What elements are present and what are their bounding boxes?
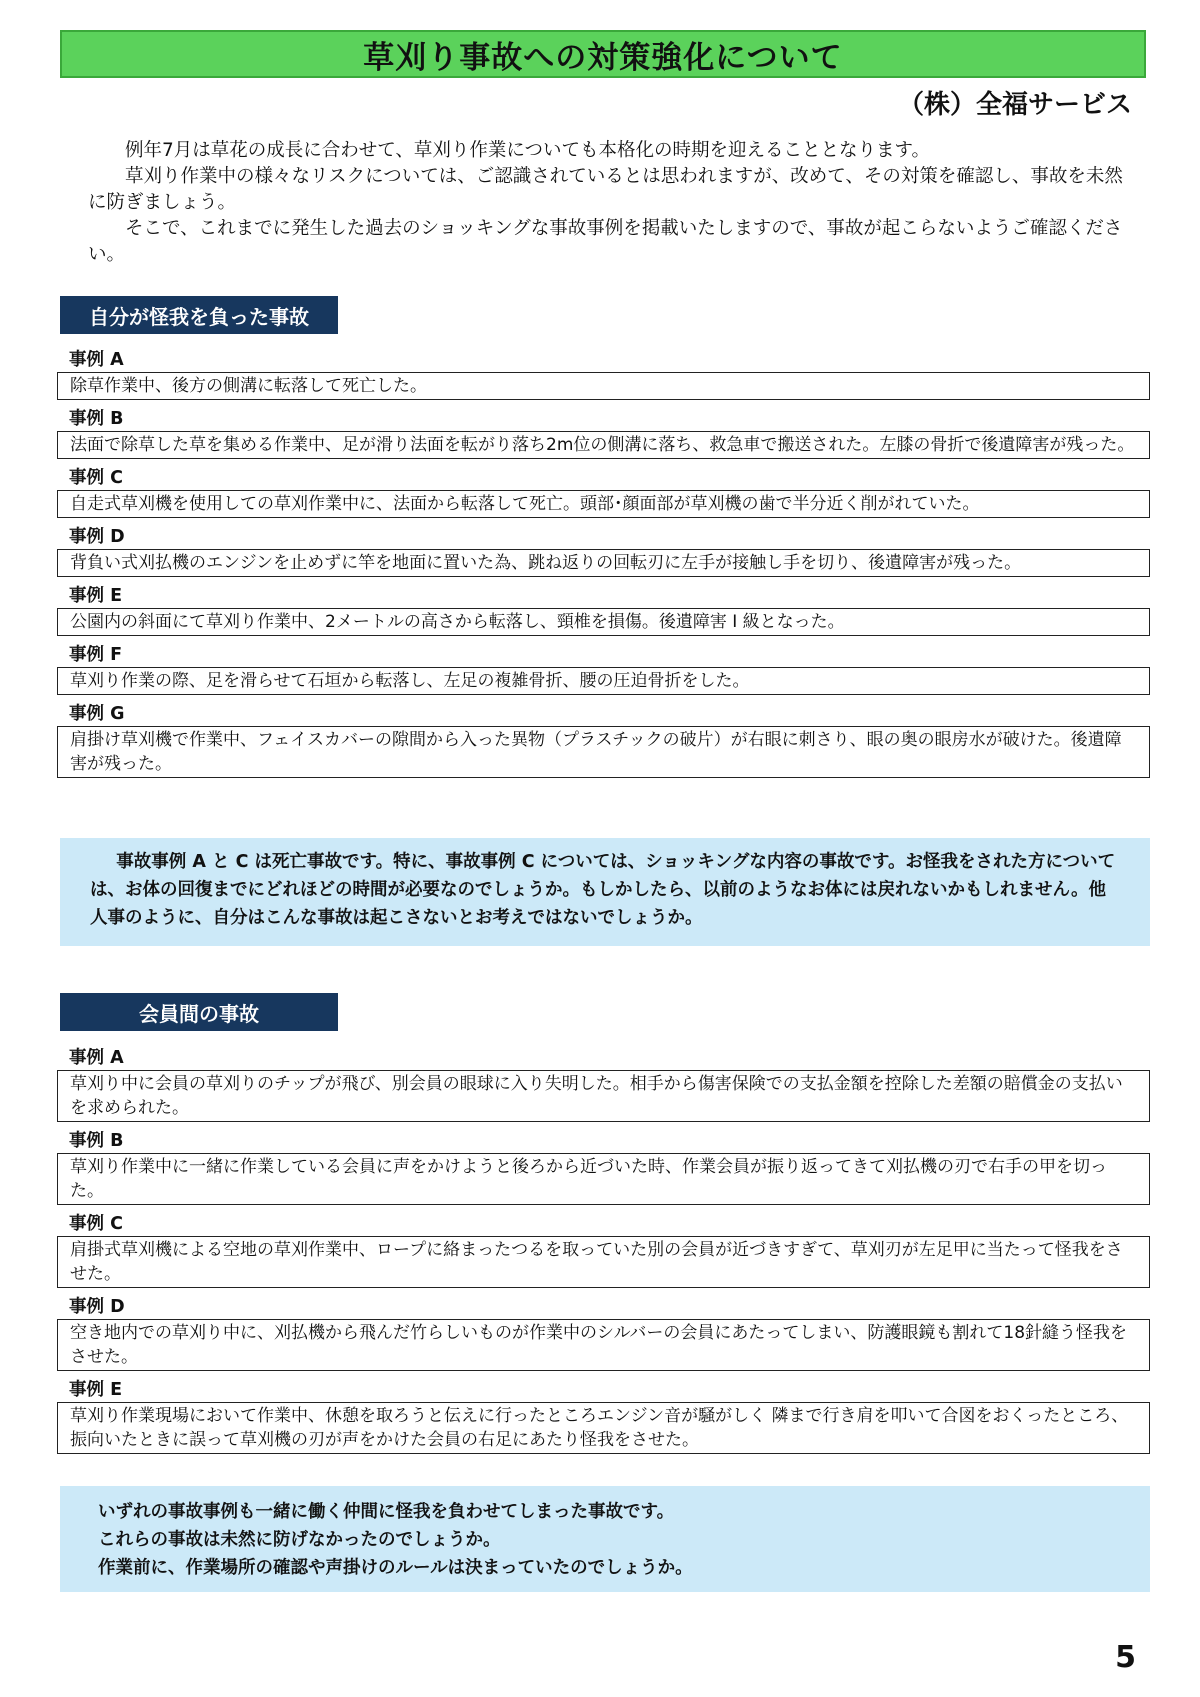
case-text: 背負い式刈払機のエンジンを止めずに竿を地面に置いた為、跳ね返りの回転刃に左手が接触し手を切り、後遺障害が残った。: [57, 549, 1150, 577]
case-label: 事例 G: [69, 704, 125, 724]
case-label: 事例 E: [69, 1380, 123, 1400]
case-label: 事例 B: [69, 409, 124, 429]
case-text: 除草作業中、後方の側溝に転落して死亡した。: [57, 372, 1150, 400]
note-text: 事故事例 A と C は死亡事故です。特に、事故事例 C については、ショッキングな内容の事故です。お怪我をされた方については、お体の回復までにどれほどの時間が必要なのでしょうか。もしかしたら、以前のようなお体には戻れないかもしれません。他人事のように、自分はこんな事故は起こさないとお考えではないでしょうか。: [90, 852, 1116, 928]
case-text: 肩掛け草刈機で作業中、フェイスカバーの隙間から入った異物（プラスチックの破片）が右眼に刺さり、眼の奥の眼房水が破けた。後遺障害が残った。: [57, 726, 1150, 778]
company-name: （株）全福サービス: [897, 90, 1132, 120]
note-text: いずれの事故事例も一緒に働く仲間に怪我を負わせてしまった事故です。: [98, 1502, 675, 1522]
case-list-member-accidents: [57, 1046, 1150, 1461]
case-text: 草刈り作業現場において作業中、休憩を取ろうと伝えに行ったところエンジン音が騒がしく 隣まで行き肩を叩いて合図をおくったところ、振向いたときに誤って草刈機の刃が声をかけた会員の右足にあたり怪我をさせた。: [57, 1402, 1150, 1454]
page-number: 5: [1115, 1640, 1136, 1675]
case-text: 草刈り作業の際、足を滑らせて石垣から転落し、左足の複雑骨折、腰の圧迫骨折をした。: [57, 667, 1150, 695]
case-label: 事例 C: [69, 1214, 123, 1234]
case-label: 事例 A: [69, 350, 124, 370]
intro-paragraph: 例年7月は草花の成長に合わせて、草刈り作業についても本格化の時期を迎えることとなります。: [125, 140, 931, 161]
case-list-self-injury: [57, 348, 1150, 785]
case-label: 事例 A: [69, 1048, 124, 1068]
case-text: 草刈り中に会員の草刈りのチップが飛び、別会員の眼球に入り失明した。相手から傷害保険での支払金額を控除した差額の賠償金の支払いを求められた。: [57, 1070, 1150, 1122]
case-text: 肩掛式草刈機による空地の草刈作業中、ロープに絡まったつるを取っていた別の会員が近づきすぎて、草刈刃が左足甲に当たって怪我をさせた。: [57, 1236, 1150, 1288]
note-text: これらの事故は未然に防げなかったのでしょうか。: [98, 1530, 501, 1550]
section-heading-label: 会員間の事故: [139, 1001, 259, 1026]
case-label: 事例 C: [69, 468, 123, 488]
case-text: 自走式草刈機を使用しての草刈作業中に、法面から転落して死亡。頭部･顔面部が草刈機の歯で半分近く削がれていた。: [57, 490, 1150, 518]
section-heading-self-injury: [60, 296, 338, 334]
title-banner: [60, 30, 1146, 78]
case-label: 事例 F: [69, 645, 123, 665]
intro-paragraph: そこで、これまでに発生した過去のショッキングな事故事例を掲載いたしますので、事故が起こらないようご確認ください。: [88, 218, 1123, 265]
case-label: 事例 D: [69, 1297, 125, 1317]
note-text: 作業前に、作業場所の確認や声掛けのルールは決まっていたのでしょうか。: [98, 1558, 693, 1578]
case-label: 事例 D: [69, 527, 125, 547]
case-text: 公園内の斜面にて草刈り作業中、2メートルの高さから転落し、頸椎を損傷。後遺障害 Ⅰ 級となった。: [57, 608, 1150, 636]
note-box-member-accidents: [60, 1486, 1150, 1592]
case-text: 法面で除草した草を集める作業中、足が滑り法面を転がり落ち2m位の側溝に落ち、救急車で搬送された。左膝の骨折で後遺障害が残った。: [57, 431, 1150, 459]
page-title: 草刈り事故への対策強化について: [363, 39, 843, 76]
case-text: 空き地内での草刈り中に、刈払機から飛んだ竹らしいものが作業中のシルバーの会員にあたってしまい、防護眼鏡も割れて18針縫う怪我をさせた。: [57, 1319, 1150, 1371]
intro-text: [88, 138, 1138, 268]
case-text: 草刈り作業中に一緒に作業している会員に声をかけようと後ろから近づいた時、作業会員が振り返ってきて刈払機の刃で右手の甲を切った。: [57, 1153, 1150, 1205]
intro-paragraph: 草刈り作業中の様々なリスクについては、ご認識されているとは思われますが、改めて、その対策を確認し、事故を未然に防ぎましょう。: [88, 166, 1123, 213]
case-label: 事例 E: [69, 586, 123, 606]
section-heading-member-accidents: [60, 993, 338, 1031]
case-label: 事例 B: [69, 1131, 124, 1151]
note-box-self-injury: [60, 838, 1150, 946]
section-heading-label: 自分が怪我を負った事故: [89, 304, 309, 329]
